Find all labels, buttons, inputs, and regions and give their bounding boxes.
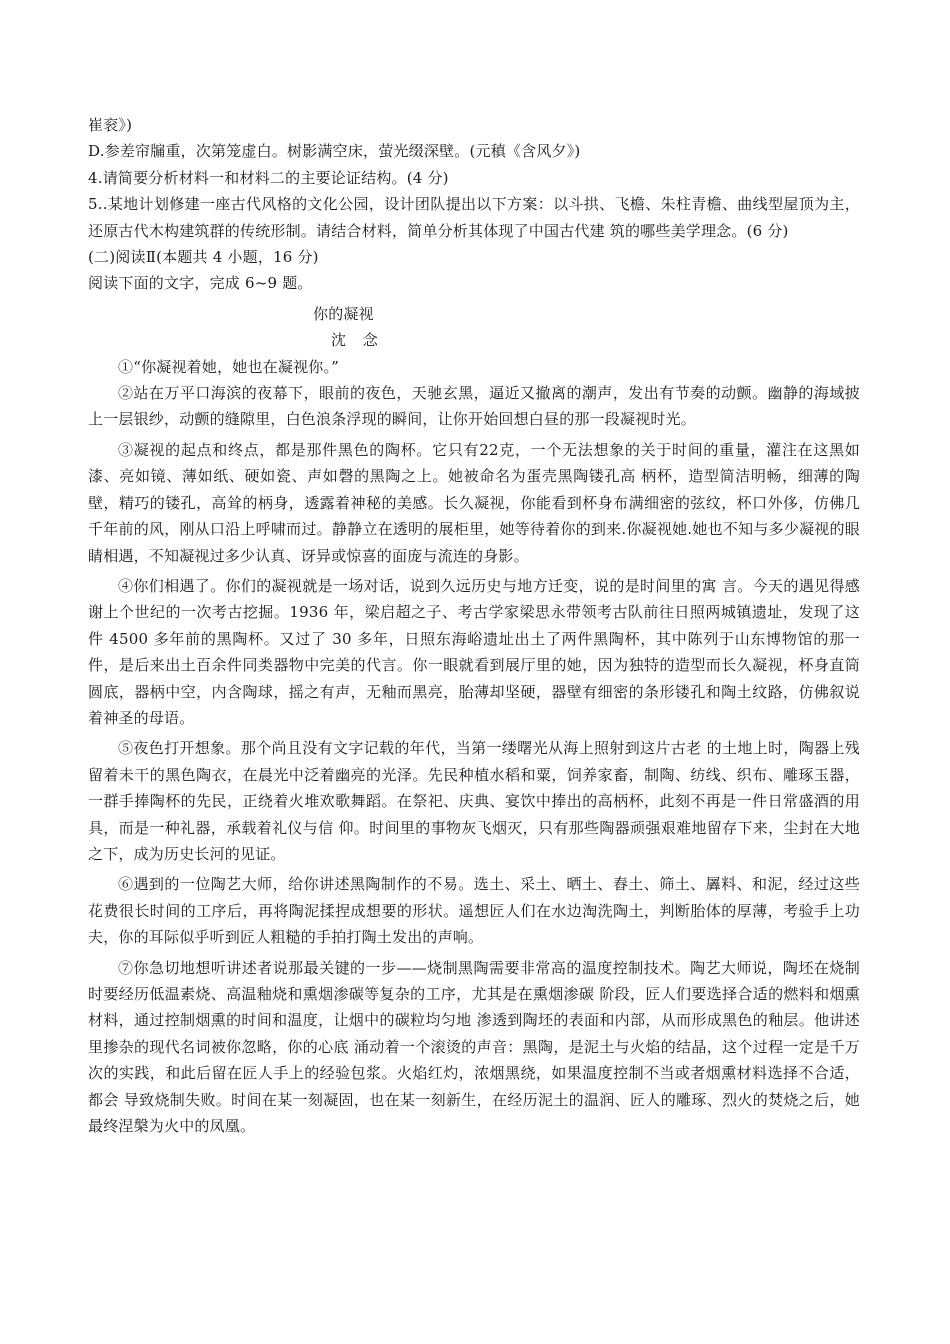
paragraph-4: ④你们相遇了。你们的凝视就是一场对话，说到久远历史与地方迁变，说的是时间里的寓 言。今天的遇见得感谢上个世纪的一次考古挖掘。1936 年，梁启超之子、考古学家梁思永带领考古队前往日照两城镇遗址，发现了这件 4500 多年前的黑陶杯。又过了 30 多年，日照东海峪遗址出土了两件黑陶杯，其中陈列于山东博物馆的那一件，是后来出土百余件同类器物中完美的代言。你一眼就看到展厅里的她，因为独特的造型而长久凝视，杯身直筒圆底，器柄中空，内含陶球，摇之有声，无釉而黑亮，胎薄却坚硬，器壁有细密的条形镂孔和陶土纹路，仿佛叙说着神圣的母语。 <box>88 576 860 727</box>
item-c-tail: 崔衮》) <box>88 116 133 134</box>
section-instruction: 阅读下面的文字，完成 6~9 题。 <box>88 274 313 293</box>
paragraph-7: ⑦你急切地想听讲述者说那最关键的一步——烧制黑陶需要非常高的温度控制技术。陶艺大师说，陶坯在烧制时要经历低温素烧、高温釉烧和熏烟渗碳等复杂的工序，尤其是在熏烟渗碳 阶段，匠人们要选择合适的燃料和烟熏材料，通过控制烟熏的时间和温度，让烟中的碳粒均匀地 渗透到陶坯的表面和内部，从而形成黑色的釉层。他讲述里掺杂的现代名词被你忽略，你的心底 涌动着一个滚烫的声音：黑陶，是泥土与火焰的结晶，这个过程一定是千万次的实践，和此后留在匠人手上的经验包浆。火焰红灼，浓烟黑绕，如果温度控制不当或者烟熏材料选择不合适，都会 导致烧制失败。时间在某一刻凝固，也在某一刻新生，在经历泥土的温润、匠人的雕琢、烈火的焚烧之后，她最终涅槃为火中的凤凰。 <box>88 958 860 1136</box>
article-author: 沈 念 <box>331 331 384 350</box>
document-page <box>88 112 860 1139</box>
paragraph-5: ⑤夜色打开想象。那个尚且没有文字记载的年代，当第一缕曙光从海上照射到这片古老 的土地上时，陶器上残留着未干的黑色陶衣，在晨光中泛着幽亮的光泽。先民种植水稻和粟，饲养家畜，制陶、纺线、织布、雕琢玉器，一群手捧陶杯的先民，正绕着火堆欢歌舞蹈。在祭祀、庆典、宴饮中捧出的高柄杯，此刻不再是一件日常盛酒的用具，而是一种礼器，承载着礼仪与信 仰。时间里的事物灰飞烟灭，只有那些陶器顽强艰难地留存下来，尘封在大地之下，成为历史长河的见证。 <box>88 739 860 863</box>
section-heading: (二)阅读Ⅱ(本题共 4 小题，16 分) <box>88 248 319 267</box>
paragraph-3: ③凝视的起点和终点，都是那件黑色的陶杯。它只有22克，一个无法想象的关于时间的重量，灌注在这黑如漆、亮如镜、薄如纸、硬如瓷、声如磬的黑陶之上。她被命名为蛋壳黑陶镂孔高 柄杯，造型简洁明畅，细薄的陶壁，精巧的镂孔，高耸的柄身，透露着神秘的美感。长久凝视，你能看到杯身布满细密的弦纹，杯口外侈，仿佛几千年前的风，刚从口沿上呼啸而过。静静立在透明的展柜里，她等待着你的到来.你凝视她.她也不知与多少凝视的眼睛相遇，不知凝视过多少认真、讶异或惊喜的面庞与流连的身影。 <box>88 440 860 565</box>
question-4: 4.请简要分析材料一和材料二的主要论证结构。(4 分) <box>88 168 449 187</box>
item-d: D.参差帘牖重，次第笼虚白。树影满空床，萤光缀深壁。(元稹《含风夕》) <box>88 142 581 161</box>
article-title: 你的凝视 <box>313 304 374 323</box>
paragraph-2: ②站在万平口海滨的夜幕下，眼前的夜色，天驰玄黑，逼近又撤离的潮声，发出有节奏的动颤。幽静的海域披上一层银纱，动颤的缝隙里，白色浪条浮现的瞬间，让你开始回想白昼的那一段凝视时光。 <box>88 384 860 429</box>
question-5: 5..某地计划修建一座古代风格的文化公园，设计团队提出以下方案：以斗拱、飞檐、朱柱青檐、曲线型屋顶为主，还原古代木构建筑群的传统形制。请结合材料，简单分析其体现了中国古代建 筑的哪些美学理念。(6 分) <box>88 195 860 240</box>
paragraph-1: ①“你凝视着她，她也在凝视你。” <box>118 357 340 376</box>
paragraph-6: ⑥遇到的一位陶艺大师，给你讲述黑陶制作的不易。选土、采土、晒土、舂土、筛土、羼料、和泥，经过这些花费很长时间的工序后，再将陶泥揉捏成想要的形状。遥想匠人们在水边淘洗陶土，判断胎体的厚薄，考验手上功夫，你的耳际似乎听到匠人粗糙的手拍打陶土发出的声响。 <box>88 875 860 947</box>
